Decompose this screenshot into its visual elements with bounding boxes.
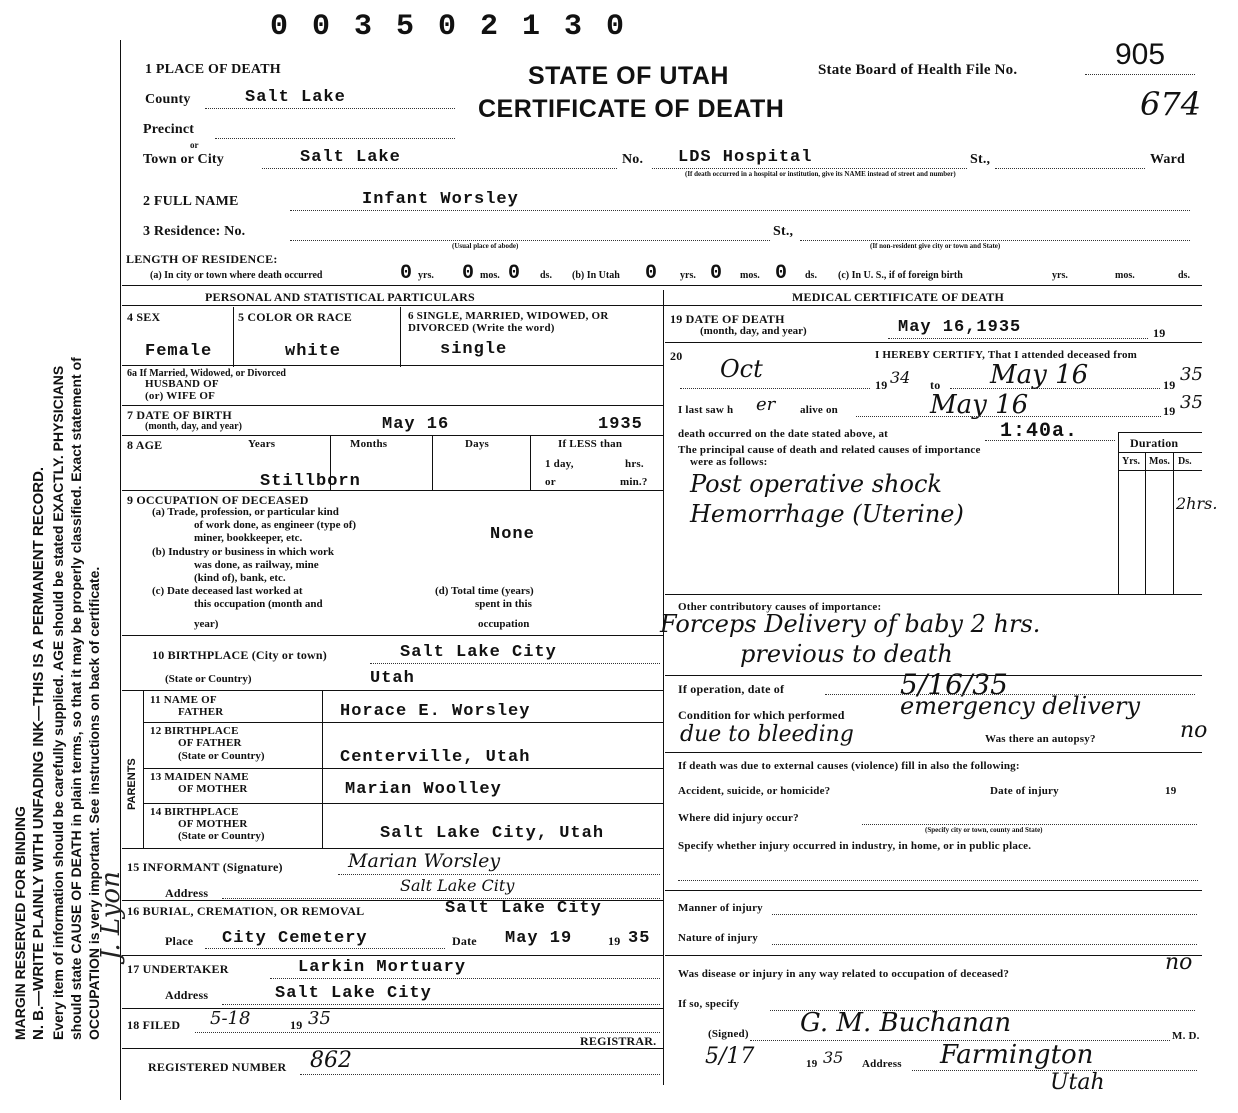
length-b-yrs-label: yrs. bbox=[680, 270, 696, 281]
filed-line bbox=[195, 1032, 660, 1033]
injury-nineteen: 19 bbox=[1165, 785, 1177, 797]
informant-address: Salt Lake City bbox=[400, 876, 515, 895]
occ-d-2: spent in this bbox=[475, 598, 532, 610]
nature-line bbox=[772, 944, 1197, 945]
length-a-mos: 0 bbox=[462, 262, 476, 285]
age-divider-2 bbox=[432, 436, 433, 491]
length-c-label: (c) In U. S., if of foreign birth bbox=[838, 270, 963, 281]
row-line-7 bbox=[122, 848, 663, 849]
sex-divider bbox=[233, 307, 234, 367]
dob-year: 1935 bbox=[598, 415, 643, 434]
certify-text: I HEREBY CERTIFY, That I attended deceased from bbox=[875, 349, 1138, 361]
cause-duration: 2hrs. bbox=[1176, 494, 1218, 513]
burial-year: 35 bbox=[628, 929, 651, 948]
undertaker-label: 17 UNDERTAKER bbox=[127, 962, 229, 976]
other-cause-2: previous to death bbox=[740, 640, 953, 668]
were-label: were as follows: bbox=[690, 456, 768, 468]
undertaker-value: Larkin Mortuary bbox=[298, 958, 467, 977]
specify-label: Specify whether injury occurred in industry, in home, or in public place. bbox=[678, 840, 1032, 852]
row-line-10 bbox=[122, 1008, 663, 1009]
length-c-mos-label: mos. bbox=[1115, 270, 1135, 281]
age-days-label: Days bbox=[465, 438, 490, 450]
length-c-ds-label: ds. bbox=[1178, 270, 1190, 281]
fbirth-label-2: OF FATHER bbox=[178, 737, 242, 749]
occupation-value: None bbox=[490, 525, 535, 544]
duration-header-line bbox=[1118, 452, 1202, 453]
registered-label: REGISTERED NUMBER bbox=[148, 1060, 287, 1074]
file-number-label: State Board of Health File No. bbox=[818, 62, 1018, 78]
last-saw-her: er bbox=[756, 394, 776, 415]
mother-value: Marian Woolley bbox=[345, 780, 502, 799]
fbirth-value: Centerville, Utah bbox=[340, 748, 531, 767]
st-line bbox=[995, 168, 1145, 169]
occ-a-1: (a) Trade, profession, or particular kind bbox=[152, 506, 339, 518]
condition-value: emergency delivery bbox=[900, 692, 1140, 720]
last-saw-year: 35 bbox=[1180, 392, 1203, 413]
husband-label-2: HUSBAND OF bbox=[145, 378, 219, 390]
town-value: Salt Lake bbox=[300, 148, 401, 167]
burial-date-value: May 19 bbox=[505, 929, 573, 948]
undertaker-line bbox=[270, 978, 660, 979]
place-of-death-label: 1 PLACE OF DEATH bbox=[145, 62, 281, 77]
occ-a-3: miner, bookkeeper, etc. bbox=[194, 532, 303, 544]
sex-label: 4 SEX bbox=[127, 310, 161, 324]
row-line-2 bbox=[122, 405, 663, 406]
informant-signature: Marian Worsley bbox=[348, 850, 501, 872]
age-one-day-label: 1 day, bbox=[545, 458, 574, 470]
occ-c-1: (c) Date deceased last worked at bbox=[152, 585, 303, 597]
race-divider bbox=[400, 307, 401, 367]
age-less-than-label: If LESS than bbox=[558, 438, 623, 450]
age-label: 8 AGE bbox=[127, 438, 163, 452]
physician-address: Farmington bbox=[940, 1040, 1094, 1070]
center-divider bbox=[663, 290, 664, 1085]
medical-heading: MEDICAL CERTIFICATE OF DEATH bbox=[792, 290, 1004, 304]
signed-label: (Signed) bbox=[708, 1028, 749, 1040]
cause-2: Hemorrhage (Uterine) bbox=[690, 500, 964, 528]
med-line-autopsy bbox=[665, 752, 1202, 753]
occ-b-2: was done, as railway, mine bbox=[194, 559, 319, 571]
principal-label: The principal cause of death and related causes of importance bbox=[678, 444, 981, 456]
last-saw-label: I last saw h bbox=[678, 404, 734, 416]
duration-divider bbox=[1118, 432, 1119, 594]
occ-d-3: occupation bbox=[478, 618, 530, 630]
residence-note-1: (Usual place of abode) bbox=[452, 242, 519, 250]
race-value: white bbox=[285, 342, 342, 361]
town-line bbox=[262, 168, 617, 169]
row-line-1 bbox=[122, 365, 663, 366]
condition-value-2: due to bleeding bbox=[680, 722, 854, 747]
row-line-4 bbox=[122, 490, 663, 491]
other-cause-1: Forceps Delivery of baby 2 hrs. bbox=[660, 610, 1041, 638]
parents-label: PARENTS bbox=[126, 758, 138, 810]
undertaker-address-line bbox=[222, 1004, 660, 1005]
registered-number: 862 bbox=[310, 1048, 352, 1073]
residence-st-line bbox=[800, 240, 1190, 241]
row-line-3 bbox=[122, 435, 663, 436]
margin-unfading-ink-note: N. B.—WRITE PLAINLY WITH UNFADING INK—THIS IS A PERMANENT RECORD. bbox=[30, 466, 47, 1040]
burial-place-label: Place bbox=[165, 934, 194, 948]
where-line bbox=[862, 824, 1197, 825]
sex-value: Female bbox=[145, 342, 213, 361]
accident-label: Accident, suicide, or homicide? bbox=[678, 785, 831, 797]
age-years-label: Years bbox=[248, 438, 276, 450]
med-line-specify bbox=[665, 890, 1202, 891]
parents-divider bbox=[143, 690, 144, 848]
length-a-mos-label: mos. bbox=[480, 270, 500, 281]
precinct-label: Precinct bbox=[143, 122, 195, 137]
mbirth-label-2: OF MOTHER bbox=[178, 818, 248, 830]
margin-binding-note: MARGIN RESERVED FOR BINDING bbox=[12, 806, 28, 1040]
burial-label: 16 BURIAL, CREMATION, OR REMOVAL bbox=[127, 904, 365, 918]
attended-nineteen: 19 bbox=[875, 378, 888, 392]
burial-place-line bbox=[205, 948, 445, 949]
row-line-11 bbox=[122, 1048, 663, 1049]
dob-sub-label: (month, day, and year) bbox=[145, 421, 242, 432]
parents-label-divider bbox=[322, 690, 323, 848]
informant-line bbox=[338, 874, 660, 875]
med-line-nature bbox=[665, 955, 1202, 956]
med-line-0 bbox=[665, 305, 1202, 306]
undertaker-address-label: Address bbox=[165, 988, 209, 1002]
husband-label-3: (or) WIFE OF bbox=[145, 390, 216, 402]
condition-label: Condition for which performed bbox=[678, 708, 845, 722]
length-b-mos: 0 bbox=[710, 262, 724, 285]
dob-label: 7 DATE OF BIRTH bbox=[127, 408, 232, 422]
full-name-label: 2 FULL NAME bbox=[143, 194, 239, 209]
husband-label-1: 6a If Married, Widowed, or Divorced bbox=[127, 368, 286, 379]
filed-nineteen: 19 bbox=[290, 1018, 303, 1032]
occ-b-1: (b) Industry or business in which work bbox=[152, 546, 334, 558]
duration-top bbox=[1118, 432, 1202, 433]
last-saw-line bbox=[856, 416, 1161, 417]
county-value: Salt Lake bbox=[245, 88, 346, 107]
length-a-ds-label: ds. bbox=[540, 270, 552, 281]
parents-line-2 bbox=[143, 768, 663, 769]
residence-line bbox=[290, 240, 770, 241]
occ-c-3: year) bbox=[194, 618, 219, 630]
death-time: 1:40a. bbox=[1000, 420, 1079, 443]
personal-heading: PERSONAL AND STATISTICAL PARTICULARS bbox=[205, 290, 475, 304]
father-value: Horace E. Worsley bbox=[340, 702, 531, 721]
marital-label: 6 SINGLE, MARRIED, WIDOWED, OR DIVORCED (Write the word) bbox=[408, 310, 609, 334]
mbirth-value: Salt Lake City, Utah bbox=[380, 824, 605, 843]
where-note: (Specify city or town, county and State) bbox=[925, 826, 1043, 834]
related-value: no bbox=[1165, 950, 1193, 975]
birthplace-line bbox=[370, 663, 660, 664]
row-line-9 bbox=[122, 955, 663, 956]
length-b-label: (b) In Utah bbox=[572, 270, 620, 281]
where-label: Where did injury occur? bbox=[678, 812, 799, 824]
duration-label: Duration bbox=[1130, 436, 1179, 450]
length-residence-label: LENGTH OF RESIDENCE: bbox=[126, 252, 278, 266]
operation-label: If operation, date of bbox=[678, 682, 785, 696]
external-label: If death was due to external causes (violence) fill in also the following: bbox=[678, 760, 1020, 772]
town-label: Town or City bbox=[143, 152, 224, 167]
age-months-label: Months bbox=[350, 438, 388, 450]
dod-line bbox=[888, 338, 1148, 339]
margin-instructions-1: Every item of information should be carefully supplied. AGE should be stated EXACTLY. PHYSICIANS bbox=[50, 365, 66, 1040]
injury-date-label: Date of injury bbox=[990, 785, 1059, 797]
residence-label: 3 Residence: No. bbox=[143, 224, 246, 239]
physician-address-line bbox=[912, 1070, 1197, 1071]
age-or-label: or bbox=[545, 476, 556, 488]
alive-on-label: alive on bbox=[800, 404, 838, 416]
nature-label: Nature of injury bbox=[678, 932, 758, 944]
dod-value: May 16,1935 bbox=[898, 318, 1022, 337]
length-a-label: (a) In city or town where death occurred bbox=[150, 270, 323, 281]
occupation-label: 9 OCCUPATION OF DECEASED bbox=[127, 493, 309, 507]
father-label: 11 NAME OF bbox=[150, 694, 217, 706]
no-label: No. bbox=[622, 152, 644, 167]
county-line bbox=[205, 108, 455, 109]
duration-col-2 bbox=[1173, 452, 1174, 594]
last-saw-nineteen: 19 bbox=[1163, 404, 1176, 418]
marital-value: single bbox=[440, 340, 508, 359]
parents-line-3 bbox=[143, 803, 663, 804]
physician-signature: G. M. Buchanan bbox=[800, 1008, 1012, 1038]
length-b-ds-label: ds. bbox=[805, 270, 817, 281]
physician-address-label: Address bbox=[862, 1058, 902, 1070]
father-label-2: FATHER bbox=[178, 706, 224, 718]
attended-to: May 16 bbox=[990, 360, 1089, 390]
attended-from-year: 34 bbox=[890, 368, 911, 387]
manner-line bbox=[772, 914, 1197, 915]
attended-from: Oct bbox=[720, 355, 763, 383]
file-number: 905 bbox=[1115, 38, 1166, 71]
length-a-yrs-label: yrs. bbox=[418, 270, 434, 281]
dod-sub-label: (month, day, and year) bbox=[700, 325, 807, 337]
race-label: 5 COLOR OR RACE bbox=[238, 310, 353, 324]
occ-b-3: (kind of), bank, etc. bbox=[194, 572, 286, 584]
filed-label: 18 FILED bbox=[127, 1018, 181, 1032]
burial-date-label: Date bbox=[452, 934, 477, 948]
attended-to-line bbox=[950, 388, 1160, 389]
birth-state-label: (State or Country) bbox=[165, 673, 252, 685]
row-line-6 bbox=[122, 690, 663, 691]
precinct-line bbox=[215, 138, 455, 139]
mother-label-2: OF MOTHER bbox=[178, 783, 248, 795]
related-label: Was disease or injury in any way related to occupation of deceased? bbox=[678, 968, 1010, 980]
duration-mos: Mos. bbox=[1149, 456, 1170, 467]
full-name-line bbox=[290, 210, 1190, 211]
registered-line bbox=[300, 1074, 660, 1075]
informant-label: 15 INFORMANT (Signature) bbox=[127, 860, 283, 874]
length-a-ds: 0 bbox=[508, 262, 522, 285]
birth-state-value: Utah bbox=[370, 669, 415, 688]
burial-place-value: City Cemetery bbox=[222, 929, 368, 948]
duration-sub-line bbox=[1118, 470, 1202, 471]
death-time-line bbox=[985, 440, 1115, 441]
sign-nineteen: 19 bbox=[806, 1058, 818, 1070]
mother-label: 13 MAIDEN NAME bbox=[150, 771, 249, 783]
attended-to-year: 35 bbox=[1180, 364, 1203, 385]
manner-label: Manner of injury bbox=[678, 902, 763, 914]
attended-to-label: to bbox=[930, 378, 941, 392]
age-value: Stillborn bbox=[260, 472, 361, 491]
duration-yrs: Yrs. bbox=[1122, 456, 1141, 467]
birthplace-label: 10 BIRTHPLACE (City or town) bbox=[152, 648, 327, 662]
length-a-yrs: 0 bbox=[400, 262, 414, 285]
margin-instructions-2: should state CAUSE OF DEATH in plain terms, so that it may be properly classified. Exact statement of bbox=[68, 357, 84, 1040]
dod-nineteen: 19 bbox=[1153, 326, 1166, 340]
fbirth-label-3: (State or Country) bbox=[178, 750, 265, 762]
informant-address-label: Address bbox=[165, 886, 209, 900]
margin-handwritten-signature: J. Lyon bbox=[96, 871, 126, 960]
undertaker-address-value: Salt Lake City bbox=[275, 984, 432, 1003]
no-line bbox=[652, 168, 967, 169]
hospital-note: (If death occurred in a hospital or institution, give its NAME instead of street and number) bbox=[685, 170, 956, 178]
age-hrs-label: hrs. bbox=[625, 458, 644, 470]
serial-number: 0 0 3 5 0 2 1 3 0 bbox=[270, 10, 628, 44]
attended-to-nineteen: 19 bbox=[1163, 378, 1176, 392]
residence-st-label: St., bbox=[773, 224, 794, 239]
mbirth-label: 14 BIRTHPLACE bbox=[150, 806, 239, 818]
fbirth-label: 12 BIRTHPLACE bbox=[150, 725, 239, 737]
specify-line-1 bbox=[678, 880, 1198, 881]
cause-1: Post operative shock bbox=[690, 470, 942, 498]
occ-c-2: this occupation (month and bbox=[194, 598, 323, 610]
operation-date: 5/16/35 bbox=[900, 668, 1008, 701]
age-min-label: min.? bbox=[620, 476, 648, 488]
length-b-ds: 0 bbox=[775, 262, 789, 285]
st-label: St., bbox=[970, 152, 991, 167]
med-line-1 bbox=[665, 342, 1202, 343]
certify-number: 20 bbox=[670, 349, 683, 363]
file-number-line bbox=[1085, 74, 1195, 75]
parents-line-1 bbox=[143, 722, 663, 723]
dob-month-day: May 16 bbox=[382, 415, 450, 434]
length-b-yrs: 0 bbox=[645, 262, 659, 285]
mbirth-label-3: (State or Country) bbox=[178, 830, 265, 842]
other-causes-label: Other contributory causes of importance: bbox=[678, 601, 882, 613]
ward-label: Ward bbox=[1150, 152, 1186, 167]
filed-year: 35 bbox=[308, 1008, 331, 1029]
row-line-5 bbox=[122, 635, 663, 636]
burial-nineteen: 19 bbox=[608, 934, 621, 948]
duration-col-1 bbox=[1145, 452, 1146, 594]
if-so-label: If so, specify bbox=[678, 998, 740, 1010]
filed-date: 5-18 bbox=[210, 1008, 251, 1029]
file-number-handwritten: 674 bbox=[1140, 85, 1202, 123]
burial-value: Salt Lake City bbox=[445, 899, 602, 918]
md-label: M. D. bbox=[1172, 1030, 1200, 1042]
state-title: STATE OF UTAH bbox=[528, 62, 729, 90]
county-label: County bbox=[145, 92, 191, 107]
or-label: or bbox=[190, 140, 199, 150]
occ-a-2: of work done, as engineer (type of) bbox=[194, 519, 357, 531]
duration-ds: Ds. bbox=[1178, 456, 1192, 467]
full-name-value: Infant Worsley bbox=[362, 190, 519, 209]
hospital-value: LDS Hospital bbox=[678, 148, 813, 167]
registrar-label: REGISTRAR. bbox=[580, 1034, 657, 1048]
last-saw-date: May 16 bbox=[930, 390, 1029, 420]
sign-year: 35 bbox=[823, 1048, 844, 1067]
age-divider-3 bbox=[530, 436, 531, 491]
sign-date: 5/17 bbox=[705, 1044, 755, 1069]
autopsy-value: no bbox=[1180, 718, 1208, 743]
margin-instructions-3: OCCUPATION is very important. See instructions on back of certificate. bbox=[86, 566, 102, 1040]
length-b-mos-label: mos. bbox=[740, 270, 760, 281]
med-line-cause bbox=[665, 594, 1202, 595]
age-divider-1 bbox=[330, 436, 331, 491]
birthplace-value: Salt Lake City bbox=[400, 643, 557, 662]
attended-from-line bbox=[680, 388, 870, 389]
certificate-title: CERTIFICATE OF DEATH bbox=[478, 95, 785, 123]
top-border bbox=[122, 285, 1202, 286]
autopsy-label: Was there an autopsy? bbox=[985, 733, 1096, 745]
occurred-label: death occurred on the date stated above, at bbox=[678, 428, 889, 440]
dod-label: 19 DATE OF DEATH bbox=[670, 312, 785, 326]
physician-address-2: Utah bbox=[1050, 1070, 1105, 1095]
occ-d-1: (d) Total time (years) bbox=[435, 585, 534, 597]
residence-note-2: (If non-resident give city or town and State) bbox=[870, 242, 1001, 250]
length-c-yrs-label: yrs. bbox=[1052, 270, 1068, 281]
